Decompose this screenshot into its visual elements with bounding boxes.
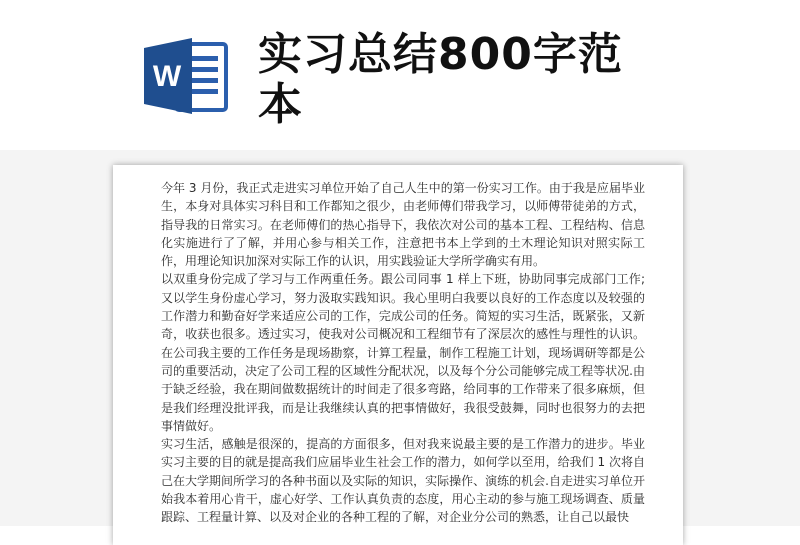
page-title: 实习总结800字范本 — [258, 29, 623, 130]
document-page — [113, 165, 683, 545]
word-logo-letter: W — [152, 60, 182, 93]
document-body — [161, 179, 645, 527]
word-document-icon — [142, 36, 232, 116]
paragraph-1: 今年 3 月份，我正式走进实习单位开始了自己人生中的第一份实习工作。由于我是应届毕业生，本身对具体实习科目和工作都知之很少，由老师傅们带我学习，以师傅带徒弟的方式，指导我的日常实习。在老师傅们的热心指导下，我依次对公司的基本工程、工程结构、信息化实施进行了了解，并用心参与相关工作，注意把书本上学到的土木理论知识对照实际工作，用理论知识加深对实际工作的认识，用实践验证大学所学确实有用。 — [161, 181, 645, 269]
header — [0, 0, 800, 150]
paragraph-3: 实习生活，感触是很深的，提高的方面很多，但对我来说最主要的是工作潜力的进步。毕业实习主要的目的就是提高我们应届毕业生社会工作的潜力，如何学以至用，给我们 1 次将自己在大学期间所学习的各种书面以及实际的知识，实际操作、演练的机会.自走进实习单位开始我本着用心肯干，虚心好学、工作认真负责的态度，用心主动的参与施工现场调查、质量跟踪、工程量计算、以及对企业的各种工程的了解，对企业分公司的熟悉，让自己以最快 — [161, 437, 645, 525]
paragraph-2: 以双重身份完成了学习与工作两重任务。跟公司同事 1 样上下班，协助同事完成部门工作;又以学生身份虚心学习，努力汲取实践知识。我心里明白我要以良好的工作态度以及较强的工作潜力和勤奋好学来适应公司的工作，完成公司的任务。简短的实习生活，既紧张，又新奇，收获也很多。透过实习，使我对公司概况和工程细节有了深层次的感性与理性的认识。在公司我主要的工作任务是现场勘察，计算工程量，制作工程施工计划，现场调研等都是公司的重要活动，决定了公司工程的区域性分配状况，以及每个分公司能够完成工程等状况.由于缺乏经验，我在期间做数据统计的时间走了很多弯路，给同事的工作带来了很多麻烦，但是我们经理没批评我，而是让我继续认真的把事情做好，我很受鼓舞，同时也很努力的去把事情做好。 — [161, 272, 645, 433]
